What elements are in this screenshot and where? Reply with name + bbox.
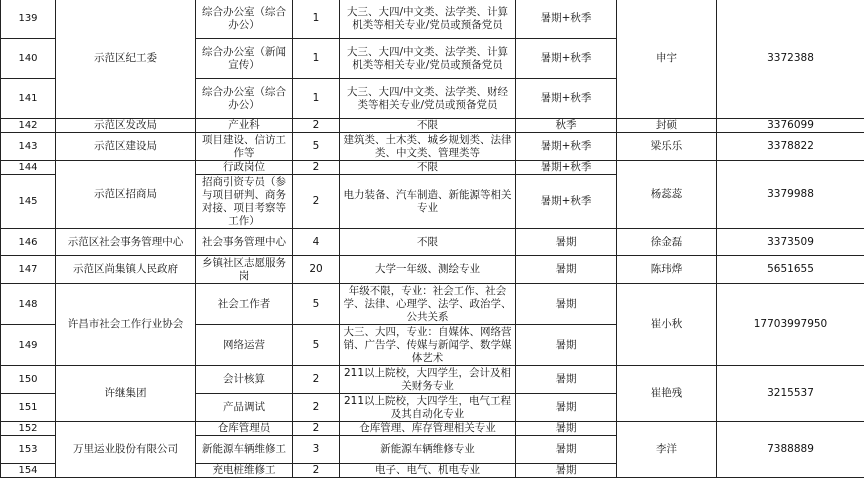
requirements-cell: 仓库管理、库存管理相关专业 (340, 422, 516, 436)
requirements-cell: 电力装备、汽车制造、新能源等相关专业 (340, 175, 516, 229)
phone-cell: 17703997950 (717, 284, 864, 366)
row-number-cell: 154 (1, 464, 56, 478)
department-cell: 许继集团 (56, 366, 196, 422)
department-cell: 许昌市社会工作行业协会 (56, 284, 196, 366)
position-cell: 新能源车辆维修工 (196, 436, 293, 464)
period-cell: 暑期+秋季 (516, 79, 617, 119)
table-row (1, 366, 864, 394)
period-cell: 暑期 (516, 436, 617, 464)
headcount-cell: 2 (293, 161, 340, 175)
position-cell: 产品调试 (196, 394, 293, 422)
headcount-cell: 5 (293, 284, 340, 325)
period-cell: 暑期+秋季 (516, 133, 617, 161)
table-row (1, 284, 864, 325)
requirements-cell: 不限 (340, 119, 516, 133)
phone-cell: 3378822 (717, 133, 864, 161)
requirements-cell: 大三、大四/中文类、法学类、财经类等相关专业/党员或预备党员 (340, 79, 516, 119)
headcount-cell: 5 (293, 325, 340, 366)
department-cell: 示范区尚集镇人民政府 (56, 256, 196, 284)
period-cell: 暑期 (516, 229, 617, 256)
position-cell: 社会工作者 (196, 284, 293, 325)
table-row (1, 0, 864, 39)
position-cell: 行政岗位 (196, 161, 293, 175)
requirements-cell: 建筑类、土木类、城乡规划类、法律类、中文类、管理类等 (340, 133, 516, 161)
requirements-cell: 大三、大四/中文类、法学类、计算机类等相关专业/党员或预备党员 (340, 39, 516, 79)
period-cell: 暑期+秋季 (516, 161, 617, 175)
row-number-cell: 147 (1, 256, 56, 284)
department-cell: 示范区招商局 (56, 161, 196, 229)
period-cell: 暑期 (516, 256, 617, 284)
row-number-cell: 143 (1, 133, 56, 161)
requirements-cell: 大三、大四，专业：自媒体、网络营销、广告学、传媒与新闻学、数学媒体艺术 (340, 325, 516, 366)
requirements-cell: 电子、电气、机电专业 (340, 464, 516, 478)
row-number-cell: 149 (1, 325, 56, 366)
phone-cell: 3376099 (717, 119, 864, 133)
headcount-cell: 1 (293, 0, 340, 39)
position-cell: 综合办公室（新闻宣传） (196, 39, 293, 79)
table-row (1, 133, 864, 161)
row-number-cell: 150 (1, 366, 56, 394)
position-cell: 综合办公室（综合办公） (196, 79, 293, 119)
table-row (1, 161, 864, 175)
phone-cell: 5651655 (717, 256, 864, 284)
department-cell: 示范区社会事务管理中心 (56, 229, 196, 256)
headcount-cell: 3 (293, 436, 340, 464)
requirements-cell: 大学一年级、测绘专业 (340, 256, 516, 284)
contact-cell: 李洋 (617, 422, 717, 478)
headcount-cell: 2 (293, 394, 340, 422)
row-number-cell: 153 (1, 436, 56, 464)
headcount-cell: 2 (293, 175, 340, 229)
requirements-cell: 不限 (340, 161, 516, 175)
row-number-cell: 142 (1, 119, 56, 133)
contact-cell: 申宇 (617, 0, 717, 119)
headcount-cell: 1 (293, 79, 340, 119)
period-cell: 暑期+秋季 (516, 39, 617, 79)
department-cell: 示范区发改局 (56, 119, 196, 133)
headcount-cell: 20 (293, 256, 340, 284)
table-row (1, 422, 864, 436)
position-cell: 综合办公室（综合办公） (196, 0, 293, 39)
department-cell: 万里运业股份有限公司 (56, 422, 196, 478)
row-number-cell: 144 (1, 161, 56, 175)
period-cell: 暑期+秋季 (516, 175, 617, 229)
position-cell: 会计核算 (196, 366, 293, 394)
headcount-cell: 5 (293, 133, 340, 161)
row-number-cell: 152 (1, 422, 56, 436)
headcount-cell: 2 (293, 366, 340, 394)
period-cell: 秋季 (516, 119, 617, 133)
contact-cell: 杨蕊蕊 (617, 161, 717, 229)
table-row (1, 119, 864, 133)
requirements-cell: 大三、大四/中文类、法学类、计算机类等相关专业/党员或预备党员 (340, 0, 516, 39)
position-cell: 产业科 (196, 119, 293, 133)
row-number-cell: 146 (1, 229, 56, 256)
requirements-cell: 不限 (340, 229, 516, 256)
period-cell: 暑期 (516, 366, 617, 394)
position-cell: 仓库管理员 (196, 422, 293, 436)
position-cell: 充电桩维修工 (196, 464, 293, 478)
period-cell: 暑期+秋季 (516, 0, 617, 39)
table-body (1, 0, 864, 478)
row-number-cell: 139 (1, 0, 56, 39)
row-number-cell: 141 (1, 79, 56, 119)
requirements-cell: 新能源车辆维修专业 (340, 436, 516, 464)
phone-cell: 7388889 (717, 422, 864, 478)
row-number-cell: 145 (1, 175, 56, 229)
period-cell: 暑期 (516, 422, 617, 436)
position-cell: 网络运营 (196, 325, 293, 366)
phone-cell: 3372388 (717, 0, 864, 119)
headcount-cell: 2 (293, 422, 340, 436)
phone-cell: 3379988 (717, 161, 864, 229)
contact-cell: 梁乐乐 (617, 133, 717, 161)
phone-cell: 3215537 (717, 366, 864, 422)
row-number-cell: 140 (1, 39, 56, 79)
position-cell: 招商引资专员（参与项目研判、商务对接、项目考察等工作） (196, 175, 293, 229)
requirements-cell: 年级不限，专业：社会工作、社会学、法律、心理学、法学、政治学、公共关系 (340, 284, 516, 325)
table-row (1, 256, 864, 284)
table-row (1, 229, 864, 256)
row-number-cell: 148 (1, 284, 56, 325)
row-number-cell: 151 (1, 394, 56, 422)
contact-cell: 封硕 (617, 119, 717, 133)
headcount-cell: 2 (293, 119, 340, 133)
phone-cell: 3373509 (717, 229, 864, 256)
department-cell: 示范区建设局 (56, 133, 196, 161)
position-cell: 社会事务管理中心 (196, 229, 293, 256)
contact-cell: 崔小秋 (617, 284, 717, 366)
position-cell: 项目建设、信访工作等 (196, 133, 293, 161)
position-cell: 乡镇社区志愿服务岗 (196, 256, 293, 284)
contact-cell: 崔艳残 (617, 366, 717, 422)
contact-cell: 徐金磊 (617, 229, 717, 256)
period-cell: 暑期 (516, 325, 617, 366)
period-cell: 暑期 (516, 464, 617, 478)
period-cell: 暑期 (516, 284, 617, 325)
headcount-cell: 1 (293, 39, 340, 79)
requirements-cell: 211以上院校，大四学生，会计及相关财务专业 (340, 366, 516, 394)
department-cell: 示范区纪工委 (56, 0, 196, 119)
period-cell: 暑期 (516, 394, 617, 422)
headcount-cell: 4 (293, 229, 340, 256)
requirements-cell: 211以上院校，大四学生，电气工程及其自动化专业 (340, 394, 516, 422)
headcount-cell: 2 (293, 464, 340, 478)
contact-cell: 陈玮烨 (617, 256, 717, 284)
